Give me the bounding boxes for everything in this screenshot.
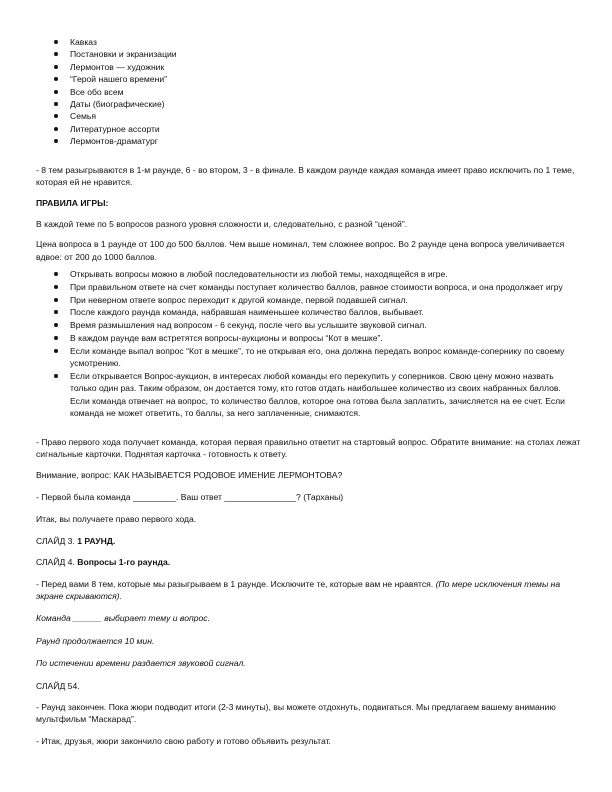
round-1-intro [36,578,581,603]
slide-3-title: 1 РАУНД. [77,535,116,546]
list-item: Все обо всем [70,86,581,98]
list-item: Семья [70,110,581,122]
slide-54-heading: СЛАЙД 54. [36,680,80,691]
first-move-paragraph: - Право первого хода получает команда, которая первая правильно ответит на стартовый вопрос. Обратите внимание: на столах лежат сигнальные карточки. Поднятая карточка - готовность к ответу. [36,436,581,460]
list-item: “Герой нашего времени” [70,73,581,85]
list-item: Даты (биографические) [70,98,581,110]
rules-intro-price-variety: В каждой теме по 5 вопросов разного уровня сложности и, следовательно, с разной “ценой”. [36,218,408,229]
slide-3-label: СЛАЙД 3. [36,535,78,546]
document-page [36,30,581,747]
jury-done-paragraph: - Итак, друзья, жюри закончило свою работу и готово объявить результат. [36,735,331,746]
time-signal: По истечении времени раздается звуковой сигнал. [36,658,246,669]
round-duration: Раунд продолжается 10 мин. [36,635,155,646]
list-item: Если открывается Вопрос-аукцион, в интересах любой команды его перекупить у соперников. Свою цену можно назвать только один раз. Таким образом, он достается тому, кто готов отдать наибольшее количество из своих набранных баллов. Если команда отвечает на вопрос, то количество баллов, которое она готова была заплатить, зачисляется на ее счет. Если команда не может ответить, то баллы, за него заплаченные, снимаются. [70,370,581,420]
list-item: В каждом раунде вам встретятся вопросы-аукционы и вопросы “Кот в мешке”. [70,332,581,344]
first-move-result: Итак, вы получаете право первого хода. [36,514,197,525]
list-item: Постановки и экранизации [70,48,581,60]
topics-list [36,36,581,148]
list-item: Открывать вопросы можно в любой последовательности из любой темы, находящейся в игре. [70,268,581,280]
attention-question: Внимание, вопрос: КАК НАЗЫВАЕТСЯ РОДОВОЕ ИМЕНИЕ ЛЕРМОНТОВА? [36,469,343,480]
list-item: Время размышления над вопросом - 6 секунд, после чего вы услышите звуковой сигнал. [70,319,581,331]
list-item: Лермонтов — художник [70,61,581,73]
rules-list [36,268,581,420]
list-item: Литературное ассорти [70,123,581,135]
rules-intro-price-range: Цена вопроса в 1 раунде от 100 до 500 баллов. Чем выше номинал, тем сложнее вопрос. Во 2 раунде цена вопроса увеличивается вдвое: от 200 до 1000 баллов. [36,239,565,262]
slide-4-label: СЛАЙД 4. [36,557,78,568]
team-choice: Команда ______ выбирает тему и вопрос. [36,613,210,624]
list-item: При правильном ответе на счет команды поступает количество баллов, равное стоимости вопроса, и она продолжает игру [70,281,581,293]
slide-3-heading [36,535,581,547]
rules-heading: ПРАВИЛА ИГРЫ: [36,198,109,209]
list-item: Если команде выпал вопрос “Кот в мешке”, то не открывая его, она должна передать вопрос команде-сопернику по своему усмотрению. [70,345,581,370]
list-item: Кавказ [70,36,581,48]
list-item: При неверном ответе вопрос переходит к другой команде, первой подавшей сигнал. [70,294,581,306]
list-item: Лермонтов-драматург [70,135,581,147]
round-1-intro-text: - Перед вами 8 тем, которые мы разыгрываем в 1 раунде. Исключите те, которые вам не нравятся. [36,578,436,589]
first-team-answer: - Первой была команда _________. Ваш ответ _______________? (Тарханы) [36,491,344,502]
round-1-intro-note: (По мере исключения темы на экране скрываются). [36,578,561,601]
topics-note: - 8 тем разыгрываются в 1-м раунде, 6 - во втором, 3 - в финале. В каждом раунде каждая команда имеет право исключить по 1 теме, которая ей не нравится. [36,164,575,188]
slide-4-heading [36,556,581,568]
round-end-paragraph: - Раунд закончен. Пока жюри подводит итоги (2-3 минуты), вы можете отдохнуть, подвигаться. Мы предлагаем вашему вниманию мультфильм “Маскарад”. [36,701,556,725]
list-item: После каждого раунда команда, набравшая наименьшее количество баллов, выбывает. [70,306,581,318]
slide-4-title: Вопросы 1-го раунда. [77,557,171,568]
